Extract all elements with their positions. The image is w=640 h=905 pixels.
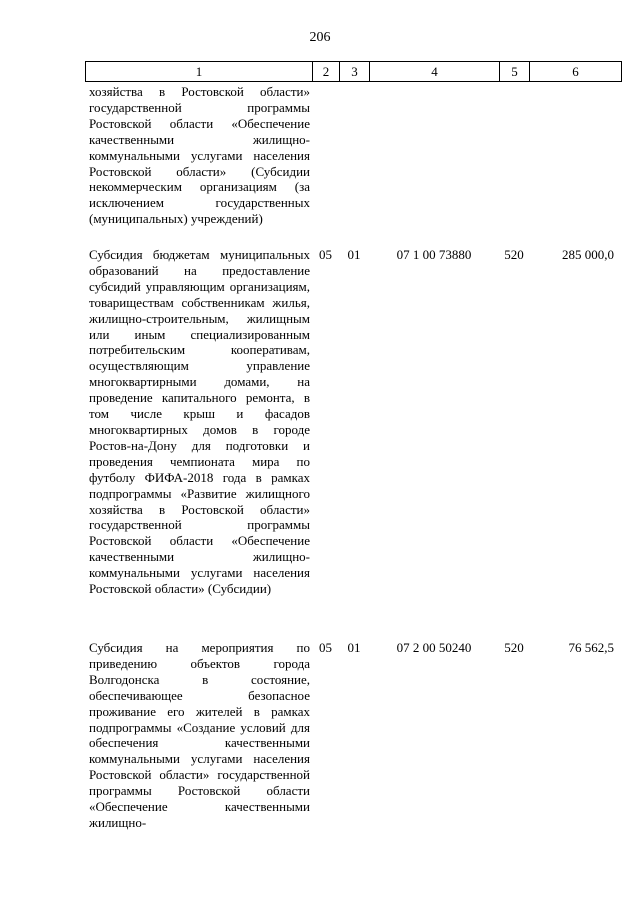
row-csr: 07 1 00 73880: [396, 247, 472, 262]
row-csr: [369, 84, 499, 227]
row-pr: 01: [347, 640, 361, 655]
header-col-1: 1: [86, 62, 313, 81]
row-vr: 520: [504, 247, 524, 262]
header-col-4: 4: [370, 62, 500, 81]
table-row: [85, 640, 620, 831]
table-header: [85, 61, 622, 82]
row-amount: 76 562,5: [568, 640, 614, 655]
row-rz: [312, 84, 339, 227]
row-pr: [339, 84, 369, 227]
row-amount: [529, 84, 620, 227]
row-description: Субсидия бюджетам муниципальных образований на предоставление субсидий управляющим организациям, товариществам собственникам жилья, жилищно-строительным, жилищным или иным специализированным потребительским кооперативам, осуществляющим управление многоквартирными домами, на проведение капитального ремонта, в том числе крыш и фасадов многоквартирных домов в городе Ростов-на-Дону для подготовки и проведения чемпионата мира по футболу ФИФА-2018 года в рамках подпрограммы «Развитие жилищного хозяйства в Ростовской области» государственной программы Ростовской области «Обеспечение качественными жилищно-коммунальными услугами населения Ростовской области» (Субсидии): [89, 247, 310, 597]
row-rz: 05: [319, 640, 332, 655]
row-vr: [499, 84, 529, 227]
header-col-6: 6: [572, 64, 579, 79]
header-col-5: 5: [500, 62, 530, 81]
row-vr: 520: [504, 640, 524, 655]
page-number: 206: [309, 30, 331, 45]
header-col-3: 3: [340, 62, 370, 81]
row-amount: 285 000,0: [562, 247, 614, 262]
row-pr: 01: [347, 247, 361, 262]
table-row: [85, 84, 620, 227]
header-col-2: 2: [313, 62, 340, 81]
row-csr: 07 2 00 50240: [396, 640, 472, 655]
row-description: Субсидия на мероприятия по приведению объектов города Волгодонска в состояние, обеспечивающее безопасное проживание его жителей в рамках подпрограммы «Создание условий для обеспечения качественными коммунальными услугами населения Ростовской области» государственной программы Ростовской области «Обеспечение качественными жилищно-: [89, 640, 310, 830]
row-description: хозяйства в Ростовской области» государственной программы Ростовской области «Обеспечение качественными жилищно-коммунальными услугами населения Ростовской области» (Субсидии некоммерческим организациям (за исключением государственных (муниципальных) учреждений): [89, 84, 310, 227]
row-rz: 05: [319, 247, 332, 262]
table-row: [85, 247, 620, 597]
